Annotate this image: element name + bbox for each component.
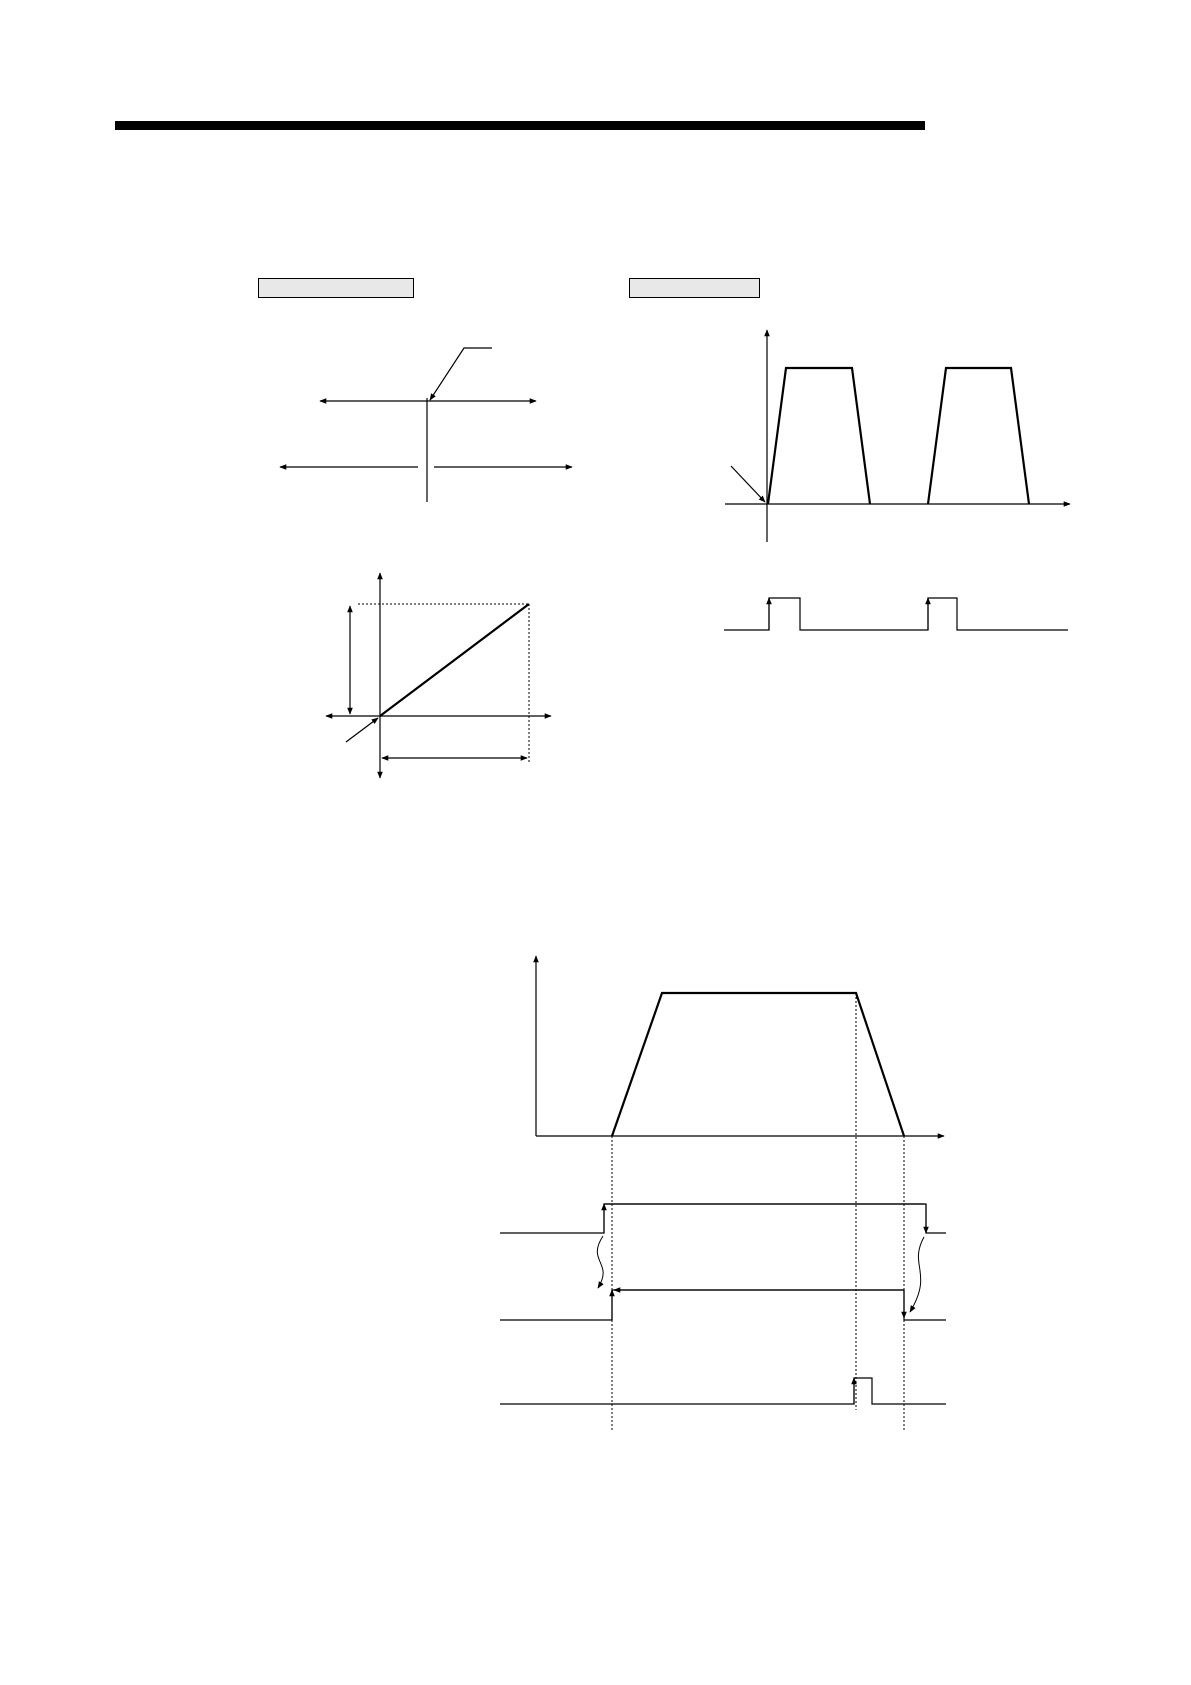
pulse-signal-top [724,598,1068,630]
trapezoid-2 [928,368,1029,504]
pulse-waveform [724,598,1068,630]
curved-link-left [597,1236,603,1288]
ramp-line [380,604,529,716]
signal-1-waveform [500,1204,946,1233]
linear-ramp-diagram [326,573,551,778]
speed-profile-pair [725,330,1070,542]
origin-leader-line [430,348,492,400]
signal-3-waveform [500,1378,946,1404]
position-axes-diagram [280,348,572,502]
signal-2-waveform [500,1290,946,1320]
origin-leader-line [731,466,765,502]
curved-link-right [910,1237,924,1312]
speed-trapezoid [612,993,904,1136]
origin-leader-line [346,718,378,742]
trapezoid-1 [768,368,870,504]
timing-diagram [500,956,946,1430]
